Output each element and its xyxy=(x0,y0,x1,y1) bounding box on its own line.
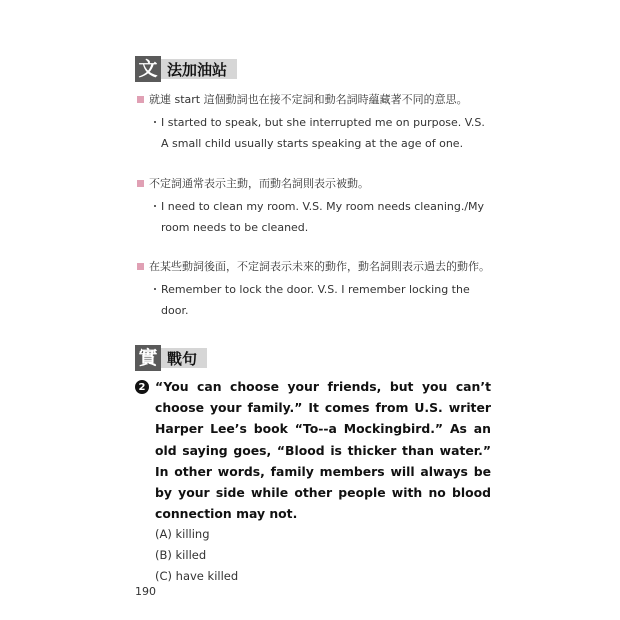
option-c: (C) have killed xyxy=(155,569,239,584)
practice-question xyxy=(135,376,491,587)
square-bullet-icon xyxy=(137,263,144,270)
tip-example-text: I started to speak, but she interrupted me on purpose. V.S. A small child usually starts speaking at the age of one. xyxy=(161,116,485,150)
grammar-tip xyxy=(137,256,492,321)
option-a: (A) killing xyxy=(155,527,210,542)
square-bullet-icon xyxy=(137,180,144,187)
question-number-badge: 2 xyxy=(135,380,149,394)
page-number: 190 xyxy=(135,585,156,598)
tip-rule-text: 就連 start 這個動詞也在接不定詞和動名詞時蘊藏著不同的意思。 xyxy=(149,93,468,106)
section-icon-box: 文 xyxy=(135,56,161,82)
question-text: “You can choose your friends, but you can’t choose your family.” It comes from U.S. writer Harper Lee’s book “To--a Mockingbird.” As an old saying goes, “Blood is thicker than water.” In other words, family members will always be by your side while other people with no blood connection may not. xyxy=(155,379,491,522)
dot-bullet-icon: ・ xyxy=(149,283,161,296)
square-bullet-icon xyxy=(137,96,144,103)
grammar-tips-header xyxy=(135,56,237,82)
section-title: 戰句 xyxy=(161,348,207,368)
tip-rule-text: 不定詞通常表示主動，而動名詞則表示被動。 xyxy=(149,177,369,190)
practice-sentence-header xyxy=(135,345,207,371)
tip-example-text: I need to clean my room. V.S. My room needs cleaning./My room needs to be cleaned. xyxy=(161,200,485,234)
option-b: (B) killed xyxy=(155,548,207,563)
dot-bullet-icon: ・ xyxy=(149,200,161,213)
section-icon-box: 實 xyxy=(135,345,161,371)
section-title: 法加油站 xyxy=(161,59,237,79)
tip-rule-text: 在某些動詞後面，不定詞表示未來的動作，動名詞則表示過去的動作。 xyxy=(149,260,490,273)
tip-example-text: Remember to lock the door. V.S. I remember locking the door. xyxy=(161,283,470,317)
grammar-tip xyxy=(137,173,492,238)
grammar-tip xyxy=(137,89,492,154)
answer-options xyxy=(155,524,491,587)
dot-bullet-icon: ・ xyxy=(149,116,161,129)
